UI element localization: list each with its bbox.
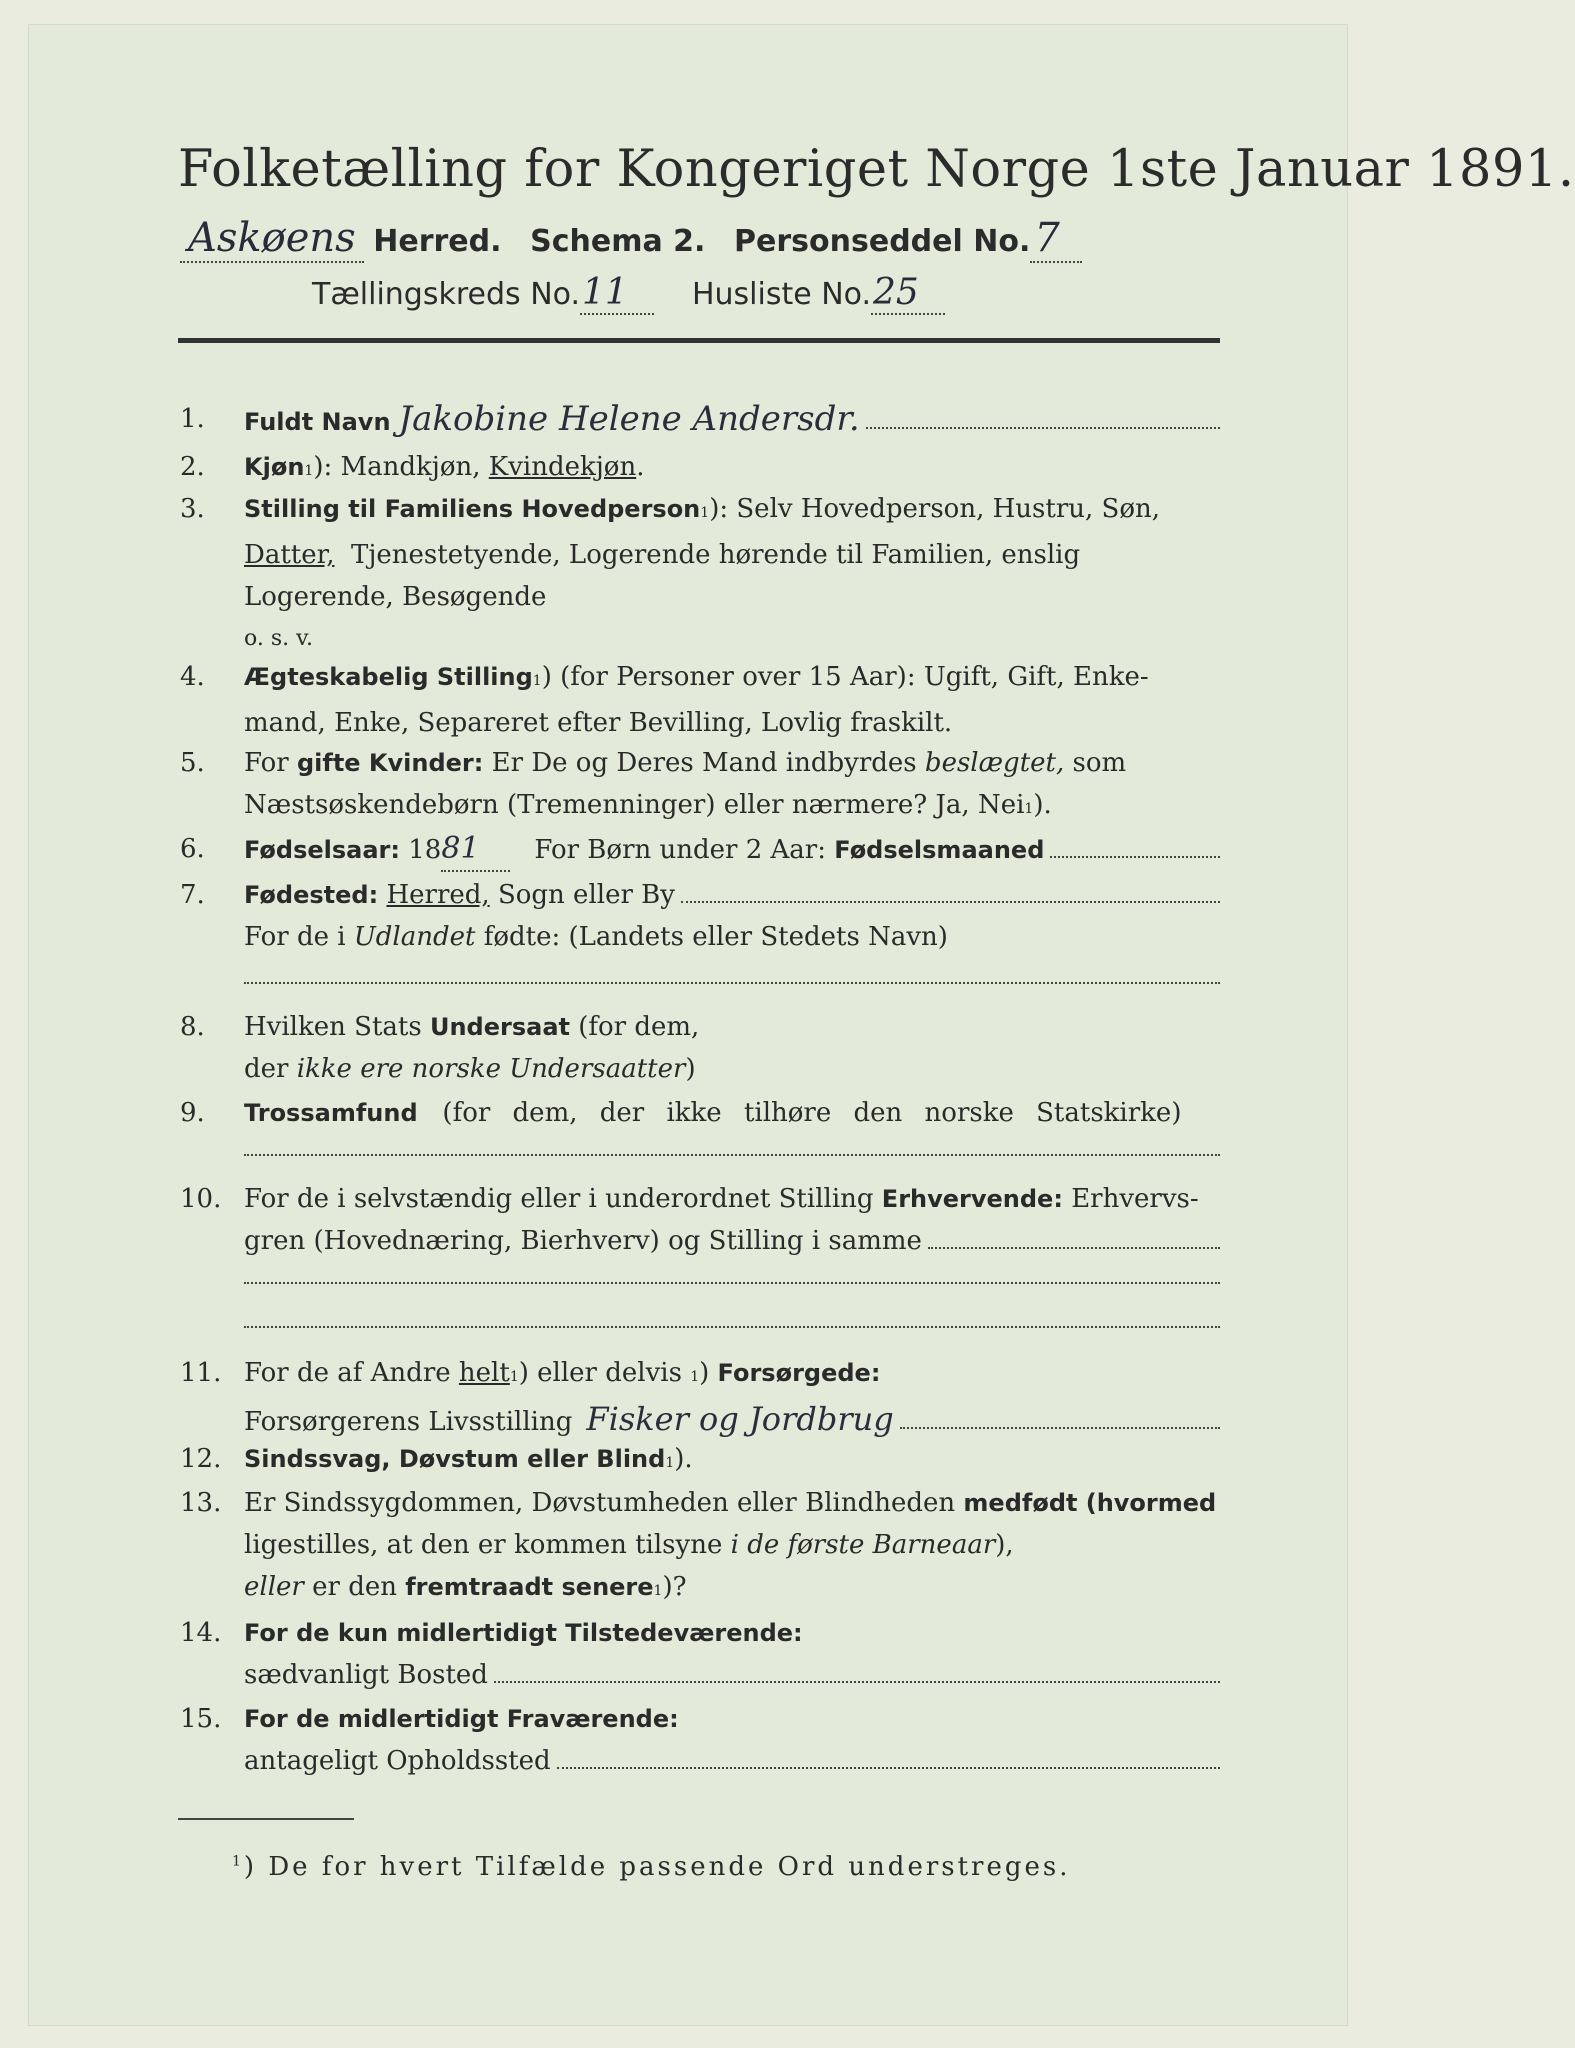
marital-options-1: ) (for Personer over 15 Aar): Ugift, Gift, Enke- <box>541 662 1149 692</box>
congenital-text-3: ligestilles, at den er kommen tilsyne <box>244 1530 723 1560</box>
header-line-herred <box>180 215 1082 261</box>
item-number: 8. <box>180 1012 205 1042</box>
schema-label: Schema 2. <box>530 224 706 259</box>
footnote-mark: 1 <box>232 1853 244 1870</box>
item-5-prefix: For <box>244 748 289 778</box>
blank-line <box>244 1154 1220 1156</box>
punctuation: ) <box>699 1358 710 1388</box>
disability-label: Sindssvag, Døvstum eller Blind <box>244 1445 666 1473</box>
occupation-label: Erhvervende: <box>881 1185 1063 1213</box>
supported-text-2: ) eller delvis <box>518 1358 682 1388</box>
religion-text: (for dem, der ikke tilhøre den norske Statskirke) <box>442 1098 1182 1128</box>
punctuation: )? <box>662 1572 687 1602</box>
citizenship-text-1: Hvilken Stats <box>244 1012 422 1042</box>
temporary-absent-label: For de midlertidigt Fraværende: <box>244 1705 679 1733</box>
sex-options: ): Mandkjøn, <box>313 452 481 482</box>
personseddel-handwritten: 7 <box>1030 215 1081 263</box>
birth-year-prefix: 18 <box>408 835 442 865</box>
occupation-text-3: gren (Hovednæring, Bierhverv) og Stilling i samme <box>244 1226 922 1256</box>
acquired-label: fremtraadt senere <box>405 1573 654 1601</box>
birthplace-selected: Herred, <box>386 880 490 910</box>
item-number: 2. <box>180 452 205 482</box>
blank-line <box>244 1282 1220 1284</box>
footnote-mark: 1 <box>653 1583 663 1599</box>
marital-status-label: Ægteskabelig Stilling <box>244 663 533 691</box>
family-position-osv: o. s. v. <box>244 626 313 651</box>
sex-label: Kjøn <box>244 453 305 481</box>
kreds-handwritten: 11 <box>580 272 654 315</box>
footnote-rule <box>178 1818 354 1820</box>
provider-occupation-label: Forsørgerens Livsstilling <box>244 1407 573 1437</box>
item-number: 10. <box>180 1184 222 1214</box>
herred-label: Herred. <box>373 224 502 259</box>
personseddel-label: Personseddel No. <box>734 224 1031 259</box>
punctuation: ). <box>1033 790 1052 820</box>
married-women-text-2: som <box>1072 748 1127 778</box>
family-position-label: Stilling til Familiens Hovedperson <box>244 495 701 523</box>
footnote-mark: 1 <box>509 1369 519 1385</box>
married-women-text-1: Er De og Deres Mand indbyrdes <box>491 748 917 778</box>
supported-label: Forsørgede: <box>717 1359 881 1387</box>
birthplace-options: Sogn eller By <box>497 880 675 910</box>
birth-year-label: Fødselsaar: <box>244 836 400 864</box>
herred-handwritten: Askøens <box>180 215 364 263</box>
family-position-options-3: Logerende, Besøgende <box>244 582 547 612</box>
supported-selected: helt <box>458 1358 510 1388</box>
footnote-mark: 1 <box>532 673 542 689</box>
punctuation: ), <box>995 1530 1014 1560</box>
temporary-present-label: For de kun midlertidigt Tilstedeværende: <box>244 1619 803 1647</box>
footnote-text: ) De for hvert Tilfælde passende Ord understreges. <box>243 1852 1071 1882</box>
birth-year-value: 81 <box>441 828 509 872</box>
family-position-options-1: ): Selv Hovedperson, Hustru, Søn, <box>709 494 1161 524</box>
married-women-text-3: Næstsøskendebørn (Tremenninger) eller nærmere? Ja, Nei <box>244 790 1025 820</box>
punctuation: . <box>636 452 645 482</box>
punctuation: ) <box>685 1054 696 1084</box>
punctuation: ). <box>674 1444 693 1474</box>
occupation-text-1: For de i selvstændig eller i underordnet Stilling <box>244 1184 874 1214</box>
item-number: 4. <box>180 662 205 692</box>
husliste-label: Husliste No. <box>691 277 872 312</box>
birthplace-label: Fødested: <box>244 881 379 909</box>
item-number: 9. <box>180 1098 205 1128</box>
congenital-text-4: er den <box>312 1572 397 1602</box>
abroad-text-2: fødte: (Landets eller Stedets Navn) <box>483 922 948 952</box>
congenital-italic-2: eller <box>244 1572 304 1602</box>
citizenship-italic: ikke ere norske Undersaatter <box>296 1054 686 1084</box>
item-number: 3. <box>180 494 205 524</box>
header-line-kreds <box>312 272 945 313</box>
item-number: 11. <box>180 1358 222 1388</box>
probable-residence-label: antageligt Opholdssted <box>244 1746 551 1776</box>
item-number: 13. <box>180 1488 222 1518</box>
family-position-options-2: Tjenestetyende, Logerende hørende til Familien, enslig <box>351 540 1081 570</box>
abroad-text-1: For de i <box>244 922 346 952</box>
abroad-italic: Udlandet <box>353 922 476 952</box>
family-position-selected: Datter, <box>244 540 335 570</box>
religion-label: Trossamfund <box>244 1099 418 1127</box>
citizenship-text-3: der <box>244 1054 289 1084</box>
item-number: 5. <box>180 748 205 778</box>
item-number: 14. <box>180 1618 222 1648</box>
full-name-value: Jakobine Helene Andersdr. <box>398 399 860 439</box>
husliste-handwritten: 25 <box>871 272 945 315</box>
provider-occupation-value: Fisker og Jordbrug <box>586 1400 894 1438</box>
footnote-mark: 1 <box>700 505 710 521</box>
birth-month-label: Fødselsmaaned <box>834 836 1045 864</box>
occupation-text-2: Erhvervs- <box>1071 1184 1199 1214</box>
birth-month-text: For Børn under 2 Aar: <box>534 835 826 865</box>
form-title: Folketælling for Kongeriget Norge 1ste Januar 1891. <box>178 140 1575 199</box>
item-number: 1. <box>180 404 205 434</box>
item-number: 15. <box>180 1704 222 1734</box>
footnote <box>232 1852 1071 1882</box>
congenital-label: medfødt <box>963 1489 1078 1517</box>
item-number: 12. <box>180 1444 222 1474</box>
blank-line <box>244 982 1220 984</box>
related-italic: beslægtet, <box>924 748 1065 778</box>
citizenship-text-2: (for dem, <box>578 1012 700 1042</box>
married-women-label: gifte Kvinder: <box>296 749 484 777</box>
congenital-text-2: (hvormed <box>1085 1489 1217 1517</box>
usual-residence-label: sædvanligt Bosted <box>244 1660 488 1690</box>
congenital-italic: i de første Barneaar <box>730 1530 996 1560</box>
item-number: 7. <box>180 880 205 910</box>
congenital-text-1: Er Sindssygdommen, Døvstumheden eller Blindheden <box>244 1488 956 1518</box>
item-number: 6. <box>180 834 205 864</box>
kreds-label: Tællingskreds No. <box>312 277 580 312</box>
footnote-mark: 1 <box>304 463 314 479</box>
footnote-mark: 1 <box>690 1369 700 1385</box>
footnote-mark: 1 <box>665 1455 675 1471</box>
supported-text-1: For de af Andre <box>244 1358 451 1388</box>
full-name-label: Fuldt Navn <box>244 408 391 436</box>
footnote-mark: 1 <box>1024 801 1034 817</box>
marital-options-2: mand, Enke, Separeret efter Bevilling, Lovlig fraskilt. <box>244 708 953 738</box>
header-rule <box>178 338 1220 343</box>
citizenship-label: Undersaat <box>429 1013 570 1041</box>
blank-line <box>244 1326 1220 1328</box>
sex-selected: Kvindekjøn <box>488 452 637 482</box>
